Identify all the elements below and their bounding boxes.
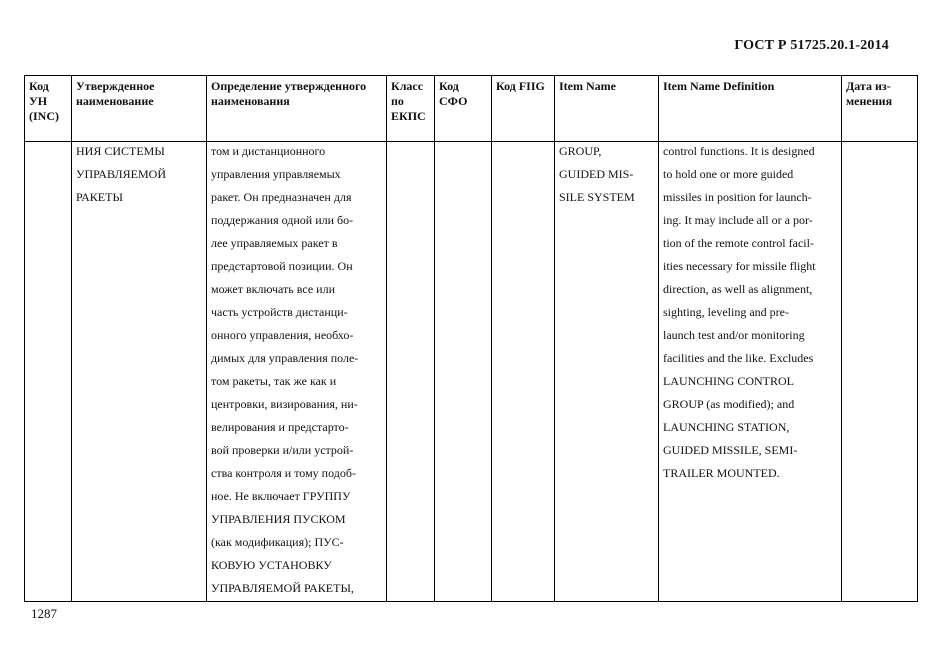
cell-line: control functions. It is designed [663,144,815,158]
cell-line: (как модификация); ПУС- [211,535,344,549]
cell-line: поддержания одной или бо- [211,213,354,227]
cell-line: ing. It may include all or a por- [663,213,813,227]
cell-line: НИЯ СИСТЕМЫ [76,144,165,158]
cell-line: управления управляемых [211,167,341,181]
cell-line: SILE SYSTEM [559,190,635,204]
cell-line: УПРАВЛЯЕМОЙ [76,167,166,181]
cell-definition [207,142,387,602]
table-row [25,142,918,602]
cell-line: может включать все или [211,282,335,296]
cell-line: КОВУЮ УСТАНОВКУ [211,558,332,572]
cell-line: РАКЕТЫ [76,190,123,204]
cell-line: tion of the remote control facil- [663,236,814,250]
header-item-name-definition: Item Name Definition [659,76,842,142]
cell-line: ное. Не включает ГРУППУ [211,489,351,503]
header-class-ekps: Класс по ЕКПС [387,76,435,142]
header-change-date: Дата из-менения [842,76,918,142]
cell-line: LAUNCHING CONTROL [663,374,794,388]
cell-line: to hold one or more guided [663,167,794,181]
cell-inc [25,142,72,602]
cell-line: УПРАВЛЯЕМОЙ РАКЕТЫ, [211,581,354,595]
cell-line: ities necessary for missile flight [663,259,816,273]
cell-line: вой проверки и/или устрой- [211,443,354,457]
header-definition: Определение утвержденного наименования [207,76,387,142]
cell-line: facilities and the like. Excludes [663,351,814,365]
cell-line: том ракеты, так же как и [211,374,337,388]
cell-line: LAUNCHING STATION, [663,420,790,434]
cell-line: direction, as well as alignment, [663,282,813,296]
cell-line: missiles in position for launch- [663,190,812,204]
cell-line: том и дистанционного [211,144,326,158]
cell-line: GROUP, [559,144,602,158]
header-code-fiig: Код FIIG [492,76,555,142]
cell-line: велирования и предстарто- [211,420,349,434]
cell-line: GROUP (as modified); and [663,397,795,411]
cell-item-name-definition [659,142,842,602]
cell-class-ekps [387,142,435,602]
cell-line: GUIDED MISSILE, SEMI- [663,443,798,457]
cell-line: ства контроля и тому подоб- [211,466,356,480]
page-number: 1287 [31,606,57,621]
cell-change-date [842,142,918,602]
document-standard-header: ГОСТ Р 51725.20.1-2014 [734,38,889,53]
cell-approved-name [72,142,207,602]
cell-line: онного управления, необхо- [211,328,354,342]
header-inc: Код УН (INC) [25,76,72,142]
cell-item-name [555,142,659,602]
cell-line: лее управляемых ракет в [211,236,338,250]
classification-table [24,75,918,602]
header-code-sfo: Код СФО [435,76,492,142]
cell-line: димых для управления поле- [211,351,359,365]
cell-code-sfo [435,142,492,602]
cell-line: центровки, визирования, ни- [211,397,358,411]
table-header-row [25,76,918,142]
header-item-name: Item Name [555,76,659,142]
cell-line: УПРАВЛЕНИЯ ПУСКОМ [211,512,346,526]
cell-code-fiig [492,142,555,602]
cell-line: ракет. Он предназначен для [211,190,352,204]
header-approved-name: Утвержденное наименование [72,76,207,142]
cell-line: launch test and/or monitoring [663,328,805,342]
cell-line: TRAILER MOUNTED. [663,466,780,480]
cell-line: часть устройств дистанци- [211,305,348,319]
cell-line: предстартовой позиции. Он [211,259,353,273]
cell-line: GUIDED MIS- [559,167,634,181]
cell-line: sighting, leveling and pre- [663,305,789,319]
